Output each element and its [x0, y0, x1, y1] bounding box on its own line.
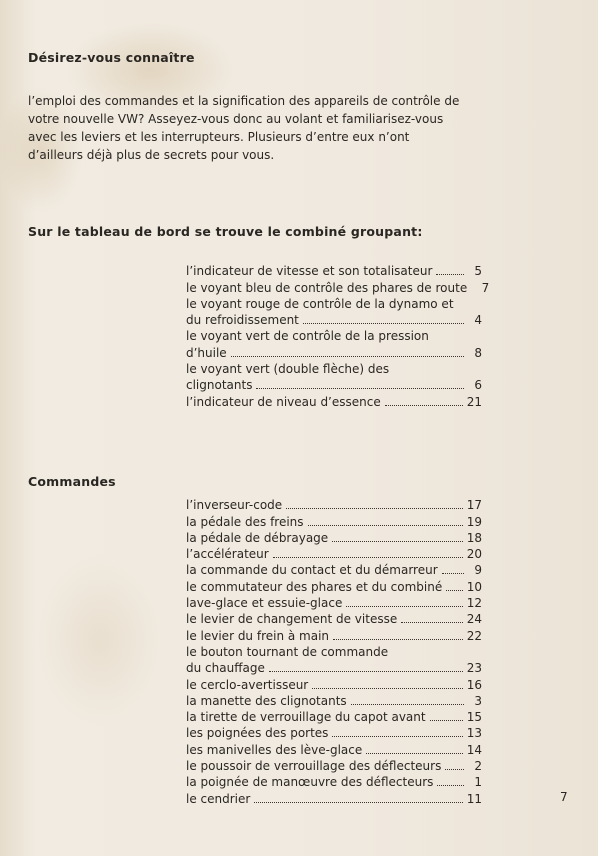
entry-page-number: 16	[466, 677, 482, 692]
entry-page-number: 14	[466, 742, 482, 757]
contents-entry	[186, 724, 482, 740]
dot-leader	[401, 618, 463, 623]
dot-leader	[430, 716, 463, 721]
entry-page-number: 6	[474, 378, 482, 393]
entry-page-number: 17	[466, 498, 482, 513]
contents-entry	[186, 789, 482, 805]
entry-text: du chauffage	[186, 661, 265, 676]
entry-page-number: 7	[481, 280, 490, 295]
entry-text: l’inverseur-code	[186, 498, 283, 513]
contents-entry	[186, 659, 482, 675]
entry-text: clignotants	[186, 378, 253, 393]
contents-entry	[186, 327, 482, 343]
contents-entry	[186, 577, 482, 593]
entry-text: le cendrier	[186, 791, 251, 806]
contents-entry	[186, 610, 482, 626]
entry-page-number: 9	[474, 563, 482, 578]
contents-entry	[186, 392, 482, 408]
entry-text: lave-glace et essuie-glace	[186, 596, 343, 611]
entry-page-number: 1	[474, 775, 482, 790]
entry-page-number: 5	[474, 264, 482, 279]
dot-leader	[256, 384, 464, 389]
entry-page-number: 10	[466, 579, 482, 594]
section-heading-intro: Désirez-vous connaître	[28, 50, 195, 65]
dot-leader	[332, 537, 463, 542]
dashboard-contents-list	[186, 262, 490, 409]
entry-text: le levier de changement de vitesse	[186, 612, 398, 627]
dot-leader	[433, 336, 464, 340]
dot-leader	[312, 684, 462, 689]
entry-page-number: 19	[466, 514, 482, 529]
dot-leader	[346, 602, 462, 607]
dot-leader	[273, 553, 463, 558]
entry-text: le poussoir de verrouillage des déflecteurs	[186, 759, 442, 774]
entry-text: l’indicateur de vitesse et son totalisateur	[186, 264, 433, 279]
dot-leader	[366, 749, 462, 754]
dot-leader	[437, 781, 464, 786]
entry-text: la commande du contact et du démarreur	[186, 563, 438, 578]
dot-leader	[254, 798, 462, 803]
section-heading-dashboard: Sur le tableau de bord se trouve le combiné groupant:	[28, 224, 423, 239]
entry-text: la pédale des freins	[186, 514, 304, 529]
contents-entry	[186, 376, 482, 392]
contents-entry	[186, 295, 482, 311]
dot-leader	[286, 504, 463, 509]
entry-page-number: 2	[474, 759, 482, 774]
entry-text: l’indicateur de niveau d’essence	[186, 394, 381, 409]
contents-entry	[186, 512, 482, 528]
dot-leader	[308, 521, 463, 526]
entry-text: l’accélérateur	[186, 547, 269, 562]
dot-leader	[332, 732, 462, 737]
entry-page-number: 18	[466, 530, 482, 545]
entry-page-number: 8	[474, 345, 482, 360]
entry-page-number: 23	[466, 661, 482, 676]
entry-text: le levier du frein à main	[186, 628, 330, 643]
entry-text: du refroidissement	[186, 313, 299, 328]
intro-paragraph: l’emploi des commandes et la signification des appareils de contrôle de votre nouvelle VW? Asseyez-vous donc au volant et familiarisez-vous avec les leviers et les interrupteurs. Plusieurs d’entre eux n’ont d’ailleurs déjà plus de secrets pour vous.	[28, 94, 460, 162]
entry-text: la manette des clignotants	[186, 693, 347, 708]
entry-page-number: 4	[474, 313, 482, 328]
entry-text: le bouton tournant de commande	[186, 644, 389, 659]
entry-text: le voyant bleu de contrôle des phares de route	[186, 280, 468, 295]
contents-entry	[186, 262, 482, 278]
contents-entry	[186, 626, 482, 642]
contents-entry	[186, 643, 482, 659]
contents-entry	[186, 545, 482, 561]
entry-text: la pédale de débrayage	[186, 530, 329, 545]
entry-text: le voyant rouge de contrôle de la dynamo et	[186, 296, 454, 311]
dot-leader	[445, 765, 464, 770]
contents-entry	[186, 708, 482, 724]
controls-contents-list	[186, 496, 482, 806]
entry-text: le voyant vert (double flèche) des	[186, 362, 390, 377]
dot-leader	[231, 352, 464, 357]
contents-entry	[186, 675, 482, 691]
dot-leader	[303, 319, 464, 324]
contents-entry	[186, 561, 482, 577]
dot-leader	[436, 270, 464, 275]
entry-page-number: 15	[466, 710, 482, 725]
contents-entry	[186, 740, 482, 756]
entry-text: la tirette de verrouillage du capot avant	[186, 710, 426, 725]
contents-entry	[186, 311, 482, 327]
entry-page-number: 24	[466, 612, 482, 627]
entry-text: la poignée de manœuvre des déflecteurs	[186, 775, 434, 790]
contents-entry	[186, 496, 482, 512]
entry-text: les poignées des portes	[186, 726, 329, 741]
dot-leader	[442, 569, 464, 574]
entry-page-number: 22	[466, 628, 482, 643]
contents-entry	[186, 692, 482, 708]
contents-entry	[186, 529, 482, 545]
entry-page-number: 11	[466, 791, 482, 806]
entry-text: le commutateur des phares et du combiné	[186, 579, 443, 594]
dot-leader	[351, 700, 464, 705]
dot-leader	[393, 369, 464, 373]
entry-page-number: 12	[466, 596, 482, 611]
dot-leader	[392, 652, 464, 656]
entry-page-number: 20	[466, 547, 482, 562]
entry-page-number: 3	[474, 693, 482, 708]
contents-entry	[186, 278, 490, 295]
page-number: 7	[560, 790, 568, 804]
entry-page-number: 13	[466, 726, 482, 741]
dot-leader	[269, 667, 463, 672]
contents-entry	[186, 343, 482, 359]
dot-leader	[446, 586, 462, 591]
section-heading-controls: Commandes	[28, 474, 116, 489]
entry-text: d’huile	[186, 345, 227, 360]
dot-leader	[385, 401, 463, 406]
contents-entry	[186, 360, 482, 376]
contents-entry	[186, 757, 482, 773]
dot-leader	[333, 635, 463, 640]
contents-entry	[186, 594, 482, 610]
entry-page-number: 21	[466, 394, 482, 409]
entry-text: le voyant vert de contrôle de la pression	[186, 329, 429, 344]
dot-leader	[458, 304, 464, 308]
entry-text: les manivelles des lève-glace	[186, 742, 363, 757]
contents-entry	[186, 773, 482, 789]
entry-text: le cerclo-avertisseur	[186, 677, 309, 692]
